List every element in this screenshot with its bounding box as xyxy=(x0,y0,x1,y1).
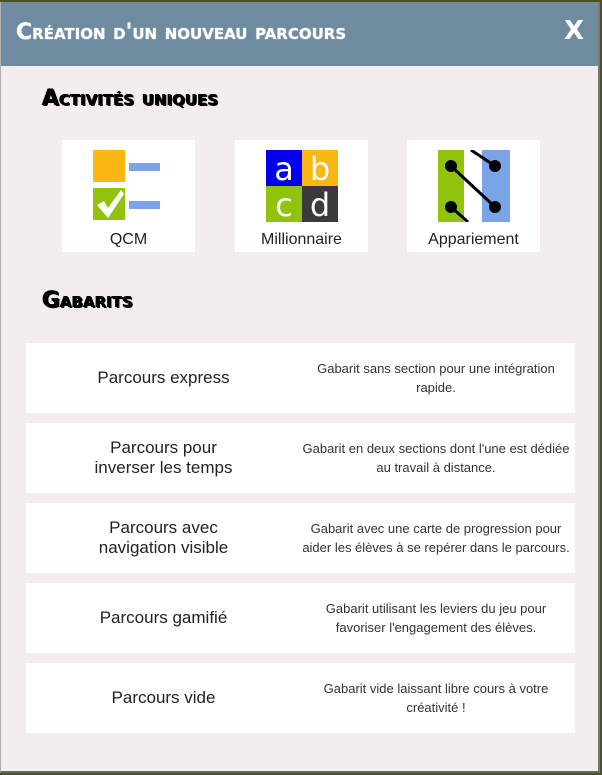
section-heading-templates: Gabarits xyxy=(42,288,133,313)
template-description: Gabarit en deux sections dont l'une est dédiée au travail à distance. xyxy=(302,441,570,475)
modal-title: Création d'un nouveau parcours xyxy=(16,20,347,45)
activity-card-millionnaire[interactable] xyxy=(235,140,368,252)
template-card-gamifie[interactable] xyxy=(26,583,575,653)
svg-text:b: b xyxy=(309,150,331,188)
svg-text:a: a xyxy=(274,150,294,188)
svg-text:d: d xyxy=(309,186,331,222)
template-card-vide[interactable] xyxy=(26,663,575,733)
template-description: Gabarit utilisant les leviers du jeu pour favoriser l'engagement des élèves. xyxy=(325,601,547,635)
template-name: Parcours avec navigation visible xyxy=(98,518,229,557)
template-description: Gabarit sans section pour une intégration rapide. xyxy=(317,361,555,395)
activity-label: Millionnaire xyxy=(261,231,342,248)
abcd-grid-icon xyxy=(266,150,338,222)
template-name: Parcours vide xyxy=(111,688,216,707)
new-course-modal xyxy=(0,2,600,773)
activity-card-appariement[interactable] xyxy=(407,140,540,252)
multiple-choice-icon xyxy=(93,150,165,222)
template-name: Parcours express xyxy=(97,368,230,387)
template-name: Parcours pour inverser les temps xyxy=(94,438,233,477)
section-heading-activities: Activités uniques xyxy=(42,86,219,111)
close-button[interactable]: X xyxy=(563,16,584,46)
activity-card-qcm[interactable] xyxy=(62,140,195,252)
template-card-express[interactable] xyxy=(26,343,575,413)
activity-label: QCM xyxy=(109,231,148,248)
svg-text:c: c xyxy=(275,186,293,222)
template-card-inverser-temps[interactable] xyxy=(26,423,575,493)
activity-label: Appariement xyxy=(428,231,519,248)
template-card-navigation-visible[interactable] xyxy=(26,503,575,573)
template-name: Parcours gamifié xyxy=(99,608,228,627)
template-description: Gabarit vide laissant libre cours à votre créativité ! xyxy=(323,681,549,715)
template-description: Gabarit avec une carte de progression pour aider les élèves à se repérer dans le parcours. xyxy=(302,521,570,555)
modal-header xyxy=(1,2,598,66)
matching-icon xyxy=(438,150,510,222)
